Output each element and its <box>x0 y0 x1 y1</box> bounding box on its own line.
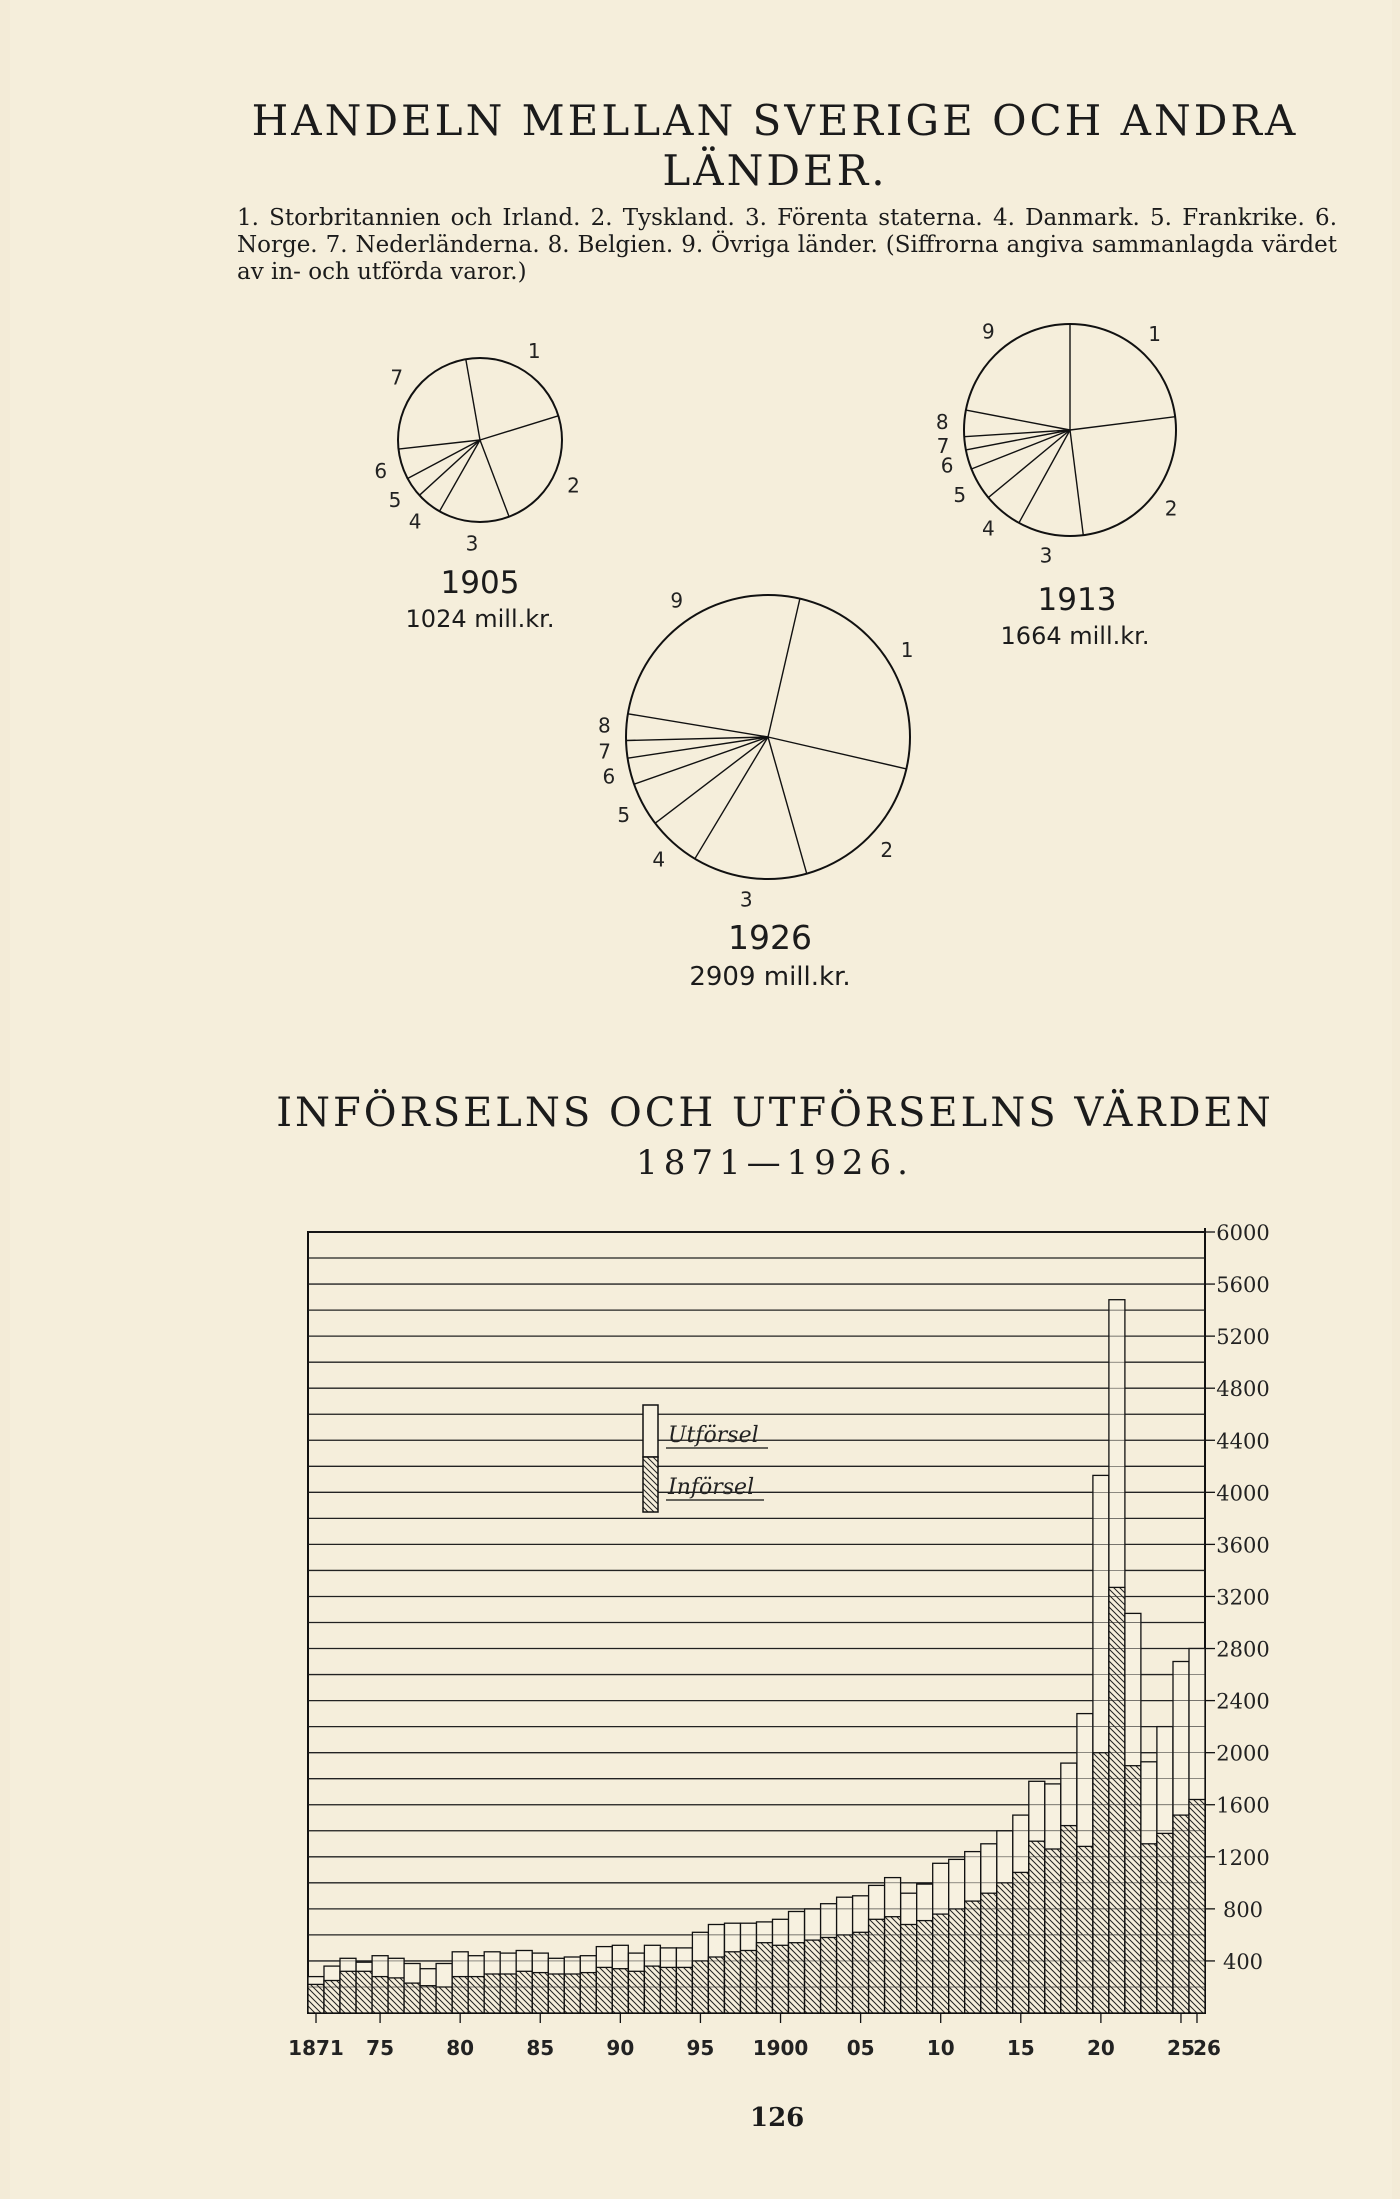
y-tick-3200: 3200 <box>1216 1585 1270 1610</box>
bar-inforsel-1922 <box>1125 1766 1141 2013</box>
pie-1913-label-9: 9 <box>982 319 995 344</box>
pie-1913-year: 1913 <box>1037 582 1117 618</box>
bar-inforsel-1886 <box>548 1974 564 2013</box>
pie-1913-label-7: 7 <box>936 434 950 458</box>
pie-1913-label-3: 3 <box>1039 543 1053 568</box>
pie-1926-label-8: 8 <box>598 713 611 738</box>
y-tick-800: 800 <box>1222 1897 1264 1922</box>
bar-inforsel-1894 <box>676 1967 692 2013</box>
country-legend-note: 1. Storbritannien och Irland. 2. Tyskland. 3. Förenta staterna. 4. Danmark. 5. Frankrike. 6. Norge. 7. Nederländerna. 8. Belgien. 9. Övriga länder. (Siffrorna angiva sammanlagda värdet av in- och utförda varor.) <box>237 205 1337 285</box>
legend-inforsel-label: Införsel <box>668 1475 755 1500</box>
y-tick-5200: 5200 <box>1216 1325 1270 1350</box>
x-tick-95: 95 <box>686 2036 715 2060</box>
bar-inforsel-1903 <box>821 1938 837 2014</box>
bar-inforsel-1904 <box>837 1935 853 2013</box>
bar-inforsel-1915 <box>1013 1872 1029 2013</box>
y-tick-4000: 4000 <box>1216 1481 1270 1506</box>
bar-inforsel-1907 <box>885 1917 901 2013</box>
y-tick-2400: 2400 <box>1216 1689 1270 1714</box>
y-tick-400: 400 <box>1222 1949 1264 1974</box>
pie-1926-label-3: 3 <box>739 887 753 912</box>
bar-inforsel-1924 <box>1157 1833 1173 2013</box>
legend-inforsel-swatch <box>643 1457 658 1512</box>
pie-1905-year: 1905 <box>440 565 520 601</box>
bar-inforsel-1917 <box>1045 1849 1061 2013</box>
bar-inforsel-1880 <box>452 1977 468 2013</box>
x-tick-15: 15 <box>1006 2036 1035 2060</box>
bar-inforsel-1888 <box>580 1973 596 2013</box>
pie-1926-label-6: 6 <box>602 764 616 789</box>
bar-legend <box>643 1405 768 1512</box>
x-tick-26: 26 <box>1193 2036 1221 2060</box>
bar-inforsel-1878 <box>420 1986 436 2013</box>
bar-chart-title: INFÖRSELNS OCH UTFÖRSELNS VÄRDEN <box>276 1090 1274 1136</box>
bar-inforsel-1885 <box>532 1973 548 2013</box>
bar-inforsel-1875 <box>372 1977 388 2013</box>
bar-inforsel-1871 <box>308 1984 324 2013</box>
bar-inforsel-1906 <box>869 1919 885 2013</box>
y-tick-3600: 3600 <box>1216 1533 1270 1558</box>
bar-inforsel-1900 <box>773 1945 789 2013</box>
pie-1905-label-7: 7 <box>390 365 404 390</box>
bar-inforsel-1913 <box>981 1893 997 2013</box>
bar-inforsel-1902 <box>805 1940 821 2013</box>
bar-inforsel-1881 <box>468 1977 484 2013</box>
x-tick-85: 85 <box>526 2036 555 2060</box>
pie-1926-label-7: 7 <box>598 739 611 764</box>
bar-inforsel-1892 <box>644 1966 660 2013</box>
bar-inforsel-1893 <box>660 1967 676 2013</box>
bar-inforsel-1898 <box>741 1951 757 2014</box>
y-tick-2000: 2000 <box>1216 1741 1270 1766</box>
pie-1926-total: 2909 mill.kr. <box>689 962 851 992</box>
bar-inforsel-1921 <box>1109 1587 1125 2013</box>
x-tick-10: 10 <box>926 2036 955 2060</box>
pie-1905-label-5: 5 <box>388 487 402 512</box>
page-number: 126 <box>750 2103 805 2133</box>
x-tick-80: 80 <box>446 2036 475 2060</box>
bar-inforsel-1923 <box>1141 1844 1157 2013</box>
pie-1913-label-1: 1 <box>1148 322 1161 346</box>
legend-utforsel-label: Utförsel <box>668 1423 759 1448</box>
bar-inforsel-1905 <box>853 1932 869 2013</box>
pie-1926-year: 1926 <box>728 918 812 957</box>
pie-1913-label-8: 8 <box>935 410 949 434</box>
x-tick-1900: 1900 <box>752 2036 809 2060</box>
bar-inforsel-1909 <box>917 1921 933 2013</box>
pie-1905-label-4: 4 <box>408 509 422 534</box>
pie-1913-label-2: 2 <box>1164 496 1178 521</box>
bar-inforsel-1874 <box>356 1971 372 2013</box>
bar-inforsel-1876 <box>388 1978 404 2013</box>
bar-inforsel-1882 <box>484 1974 500 2013</box>
bar-inforsel-1918 <box>1061 1826 1077 2013</box>
bar-inforsel-1901 <box>789 1943 805 2013</box>
y-tick-1600: 1600 <box>1216 1793 1270 1818</box>
y-tick-1200: 1200 <box>1216 1845 1270 1870</box>
bar-inforsel-1914 <box>997 1883 1013 2013</box>
bar-inforsel-1872 <box>324 1981 340 2014</box>
pie-1926-label-4: 4 <box>652 847 666 872</box>
pie-1905-total: 1024 mill.kr. <box>405 605 555 633</box>
x-tick-25: 25 <box>1167 2036 1195 2060</box>
bar-inforsel-1908 <box>901 1925 917 2014</box>
bar-inforsel-1926 <box>1189 1800 1205 2014</box>
pie-1905-label-3: 3 <box>465 531 479 556</box>
pie-1913-total: 1664 mill.kr. <box>1000 622 1150 650</box>
bar-inforsel-1910 <box>933 1914 949 2013</box>
x-tick-75: 75 <box>366 2036 395 2060</box>
pie-1926-label-2: 2 <box>880 838 894 863</box>
bar-inforsel-1887 <box>564 1974 580 2013</box>
bar-inforsel-1877 <box>404 1983 420 2013</box>
pie-1926-label-9: 9 <box>670 588 684 613</box>
pie-1913-label-5: 5 <box>953 483 967 508</box>
bar-inforsel-1873 <box>340 1971 356 2013</box>
pie-1905-label-6: 6 <box>374 458 388 483</box>
pie-1926-label-5: 5 <box>617 803 631 827</box>
pie-1926-label-1: 1 <box>900 638 914 663</box>
bar-inforsel-1884 <box>516 1971 532 2013</box>
bar-inforsel-1883 <box>500 1974 516 2013</box>
bar-inforsel-1912 <box>965 1901 981 2013</box>
y-tick-2800: 2800 <box>1216 1637 1270 1662</box>
pie-1905-label-2: 2 <box>567 473 580 498</box>
y-tick-4400: 4400 <box>1216 1429 1270 1454</box>
bar-inforsel-1891 <box>628 1971 644 2013</box>
page-title: HANDELN MELLAN SVERIGE OCH ANDRA LÄNDER. <box>251 96 1299 195</box>
x-tick-90: 90 <box>606 2036 635 2060</box>
bar-inforsel-1919 <box>1077 1846 1093 2013</box>
y-tick-6000: 6000 <box>1216 1221 1270 1245</box>
pie-1913-label-6: 6 <box>940 453 954 478</box>
x-tick-20: 20 <box>1086 2036 1115 2060</box>
bar-inforsel-1896 <box>708 1957 724 2013</box>
bar-inforsel-1879 <box>436 1987 452 2013</box>
legend-utforsel-swatch <box>643 1405 658 1457</box>
bar-inforsel-1899 <box>757 1943 773 2013</box>
pie-1913-label-4: 4 <box>982 516 995 541</box>
pie-1905-label-1: 1 <box>527 339 541 364</box>
y-tick-4800: 4800 <box>1216 1377 1270 1402</box>
bar-inforsel-1890 <box>612 1969 628 2013</box>
bar-inforsel-1889 <box>596 1967 612 2013</box>
x-tick-05: 05 <box>846 2036 875 2060</box>
bar-chart-years: 1871—1926. <box>636 1143 914 1183</box>
y-tick-5600: 5600 <box>1216 1273 1270 1298</box>
bar-inforsel-1925 <box>1173 1815 1189 2013</box>
x-tick-1871: 1871 <box>288 2036 344 2060</box>
